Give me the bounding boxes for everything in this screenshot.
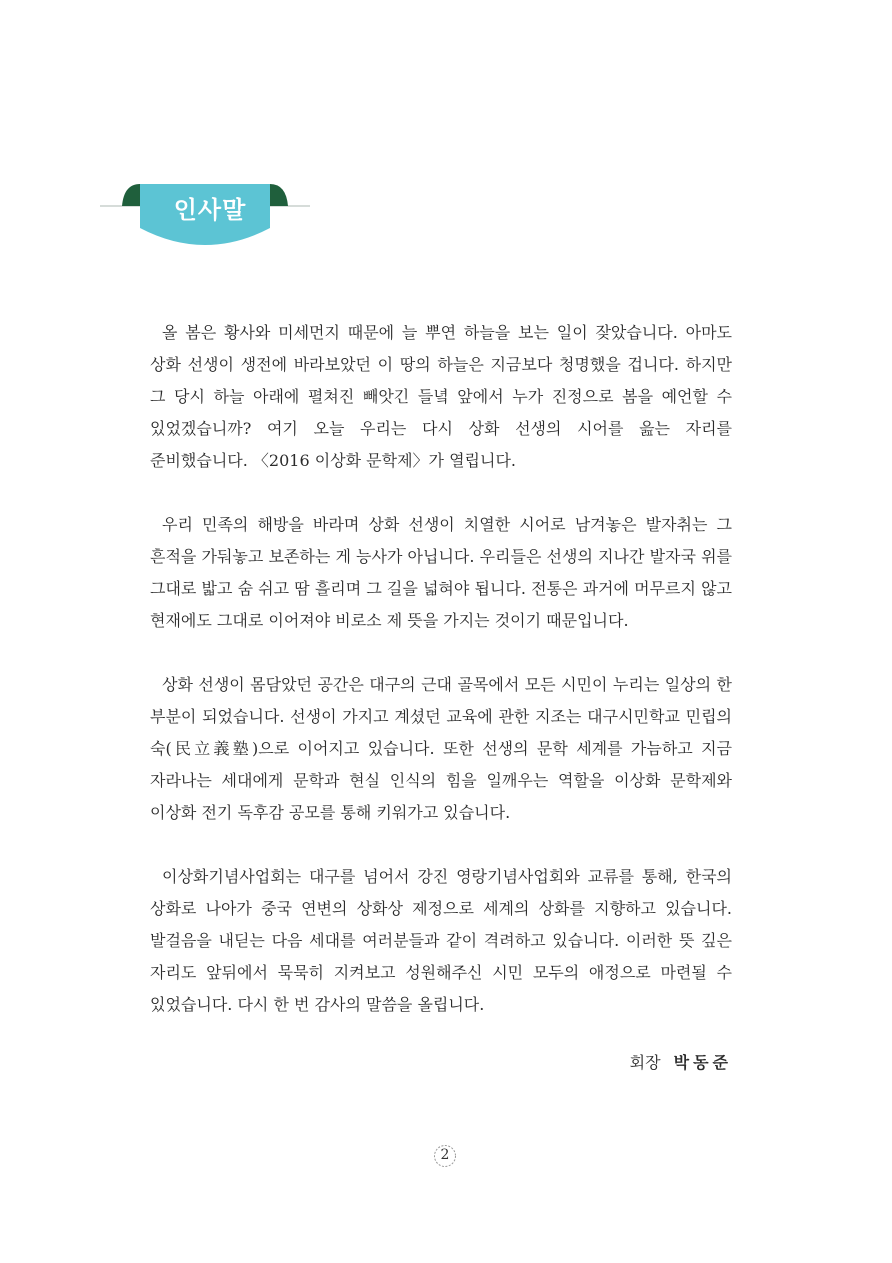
title-badge (100, 180, 310, 252)
greeting-body (150, 317, 732, 1053)
page-title: 인사말 (173, 196, 247, 224)
signature-role: 회장 (629, 1053, 661, 1072)
signature (630, 1050, 732, 1073)
page-number-text: 2 (440, 1147, 450, 1163)
paragraph: 이상화기념사업회는 대구를 넘어서 강진 영랑기념사업회와 교류를 통해, 한국의 상화로 나아가 중국 연변의 상화상 제정으로 세계의 상화를 지향하고 있습니다. 발걸음을 내딛는 다음 세대를 여러분들과 같이 격려하고 있습니다. 이러한 뜻 깊은 자리도 앞뒤에서 묵묵히 지켜보고 성원해주신 시민 모두의 애정으로 마련될 수 있었습니다. 다시 한 번 감사의 말씀을 올립니다. (150, 867, 732, 1014)
page-number (433, 1144, 457, 1168)
paragraph: 상화 선생이 몸담았던 공간은 대구의 근대 골목에서 모든 시민이 누리는 일상의 한 부분이 되었습니다. 선생이 가지고 계셨던 교육에 관한 지조는 대구시민학교 민립의 숙(民立義塾)으로 이어지고 있습니다. 또한 선생의 문학 세계를 가늠하고 지금 자라나는 세대에게 문학과 현실 인식의 힘을 일깨우는 역할을 이상화 문학제와 이상화 전기 독후감 공모를 통해 키워가고 있습니다. (150, 675, 732, 822)
signature-name: 박동준 (673, 1053, 732, 1072)
paragraph: 우리 민족의 해방을 바라며 상화 선생이 치열한 시어로 남겨놓은 발자취는 그 흔적을 가둬놓고 보존하는 게 능사가 아닙니다. 우리들은 선생의 지나간 발자국 위를 그대로 밟고 숨 쉬고 땀 흘리며 그 길을 넓혀야 됩니다. 전통은 과거에 머무르지 않고 현재에도 그대로 이어져야 비로소 제 뜻을 가지는 것이기 때문입니다. (150, 515, 732, 630)
paragraph: 올 봄은 황사와 미세먼지 때문에 늘 뿌연 하늘을 보는 일이 잦았습니다. 아마도 상화 선생이 생전에 바라보았던 이 땅의 하늘은 지금보다 청명했을 겁니다. 하지만 그 당시 하늘 아래에 펼쳐진 빼앗긴 들녘 앞에서 누가 진정으로 봄을 예언할 수 있었겠습니까? 여기 오늘 우리는 다시 상화 선생의 시어를 읊는 자리를 준비했습니다. 〈2016 이상화 문학제〉가 열립니다. (150, 323, 732, 470)
